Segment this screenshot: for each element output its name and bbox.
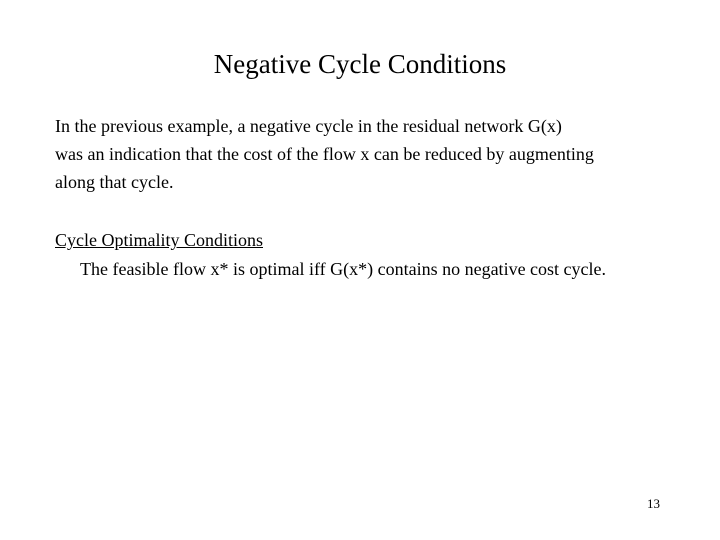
optimality-statement: The feasible flow x* is optimal iff G(x*) contains no negative cost cycle. <box>80 259 607 279</box>
intro-line-2: was an indication that the cost of the flow x can be reduced by augmenting <box>55 144 594 164</box>
slide-title: Negative Cycle Conditions <box>213 49 507 79</box>
intro-paragraph <box>55 112 675 196</box>
section-heading: Cycle Optimality Conditions <box>55 230 263 250</box>
intro-line-3: along that cycle. <box>55 172 174 192</box>
intro-line-1: In the previous example, a negative cycle in the residual network G(x) <box>55 116 562 136</box>
page-number: 13 <box>647 496 660 511</box>
